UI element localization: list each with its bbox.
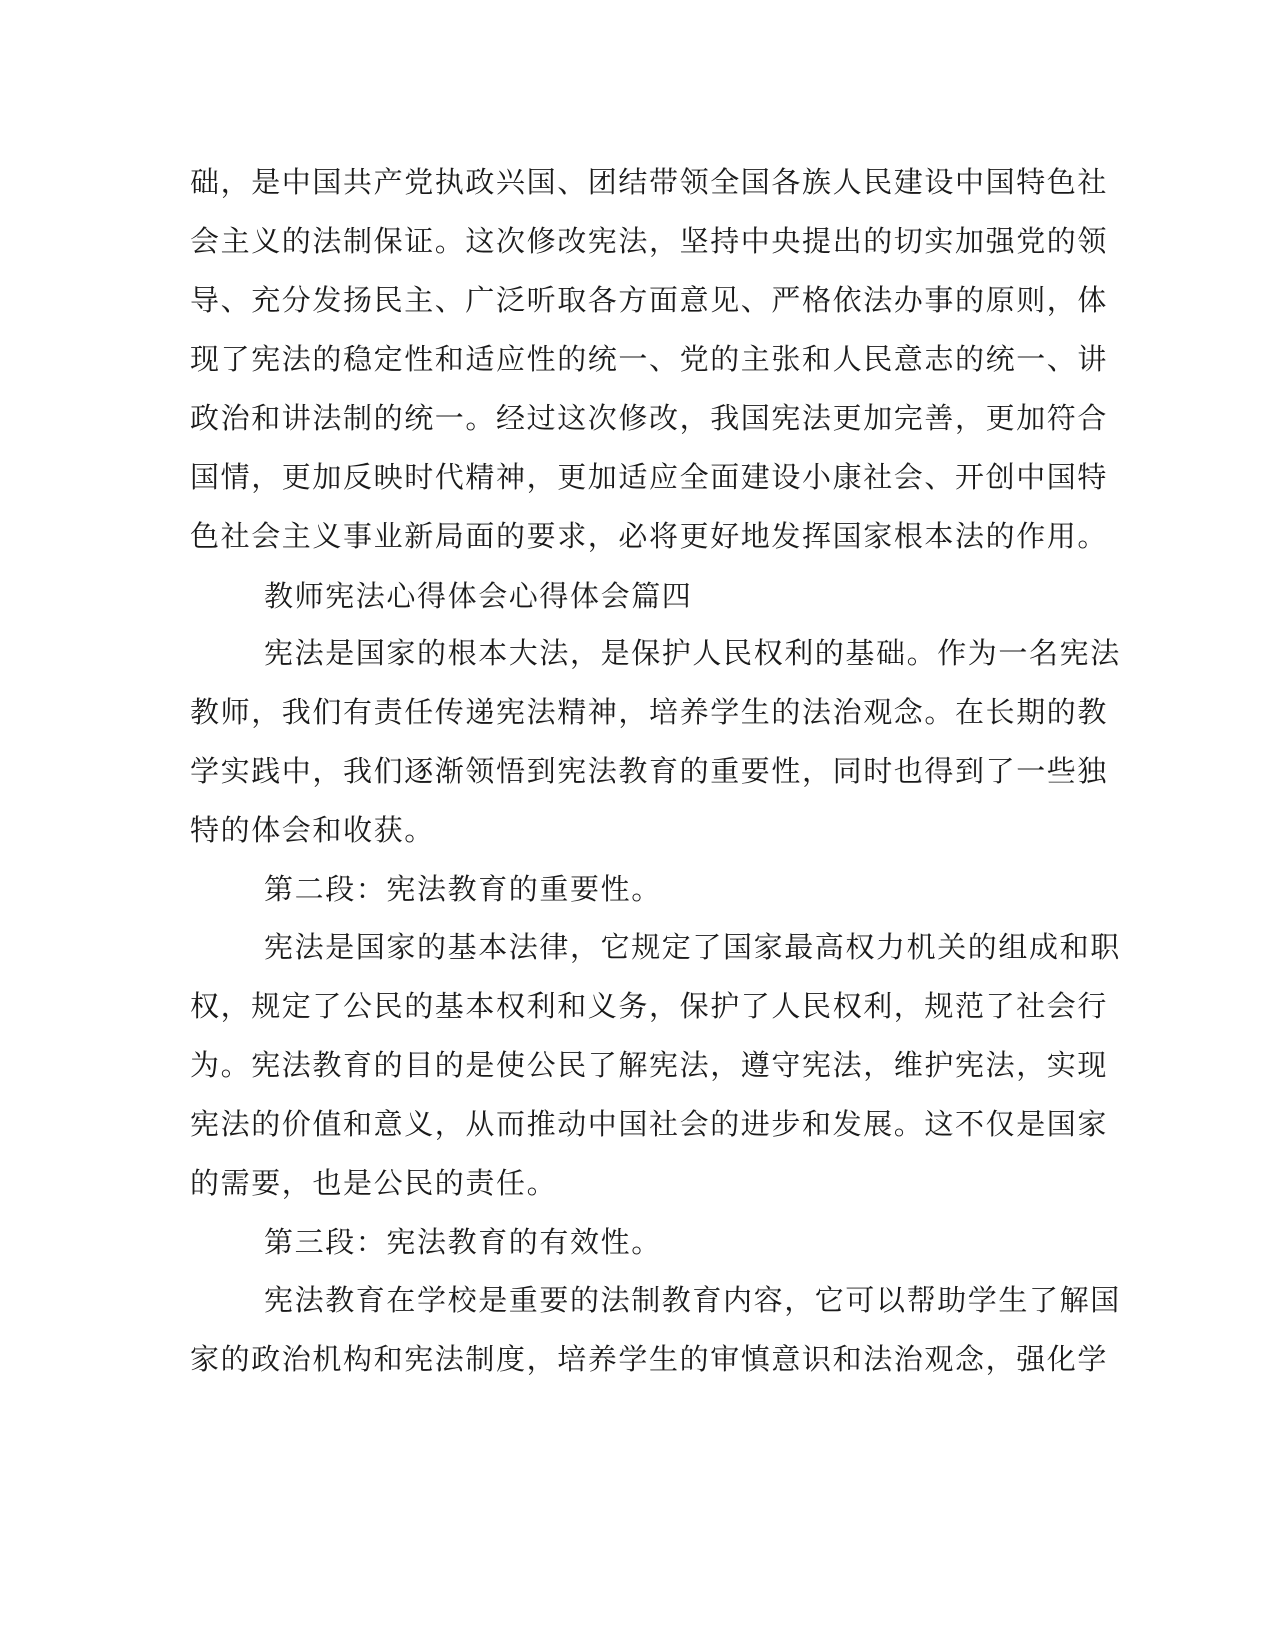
text-line: 家的政治机构和宪法制度，培养学生的审慎意识和法治观念，强化学 xyxy=(190,1342,1109,1376)
text-line: 宪法教育在学校是重要的法制教育内容，它可以帮助学生了解国 xyxy=(264,1283,1121,1317)
section-heading: 教师宪法心得体会心得体会篇四 xyxy=(264,579,693,613)
text-line: 础，是中国共产党执政兴国、团结带领全国各族人民建设中国特色社 xyxy=(190,165,1109,199)
section-heading: 第三段：宪法教育的有效性。 xyxy=(264,1225,662,1259)
text-line: 宪法的价值和意义，从而推动中国社会的进步和发展。这不仅是国家 xyxy=(190,1107,1109,1141)
text-line: 特的体会和收获。 xyxy=(190,813,435,847)
section-heading: 第二段：宪法教育的重要性。 xyxy=(264,872,662,906)
text-line: 学实践中，我们逐渐领悟到宪法教育的重要性，同时也得到了一些独 xyxy=(190,754,1109,788)
text-line: 宪法是国家的基本法律，它规定了国家最高权力机关的组成和职 xyxy=(264,930,1121,964)
text-line: 色社会主义事业新局面的要求，必将更好地发挥国家根本法的作用。 xyxy=(190,519,1109,553)
text-line: 宪法是国家的根本大法，是保护人民权利的基础。作为一名宪法 xyxy=(264,636,1121,670)
text-line: 权，规定了公民的基本权利和义务，保护了人民权利，规范了社会行 xyxy=(190,989,1109,1023)
text-line: 政治和讲法制的统一。经过这次修改，我国宪法更加完善，更加符合 xyxy=(190,401,1109,435)
text-line: 导、充分发扬民主、广泛听取各方面意见、严格依法办事的原则，体 xyxy=(190,283,1109,317)
text-line: 教师，我们有责任传递宪法精神，培养学生的法治观念。在长期的教 xyxy=(190,695,1109,729)
text-line: 会主义的法制保证。这次修改宪法，坚持中央提出的切实加强党的领 xyxy=(190,224,1109,258)
text-line: 现了宪法的稳定性和适应性的统一、党的主张和人民意志的统一、讲 xyxy=(190,342,1109,376)
text-line: 为。宪法教育的目的是使公民了解宪法，遵守宪法，维护宪法，实现 xyxy=(190,1048,1109,1082)
text-line: 国情，更加反映时代精神，更加适应全面建设小康社会、开创中国特 xyxy=(190,460,1109,494)
text-line: 的需要，也是公民的责任。 xyxy=(190,1166,558,1200)
